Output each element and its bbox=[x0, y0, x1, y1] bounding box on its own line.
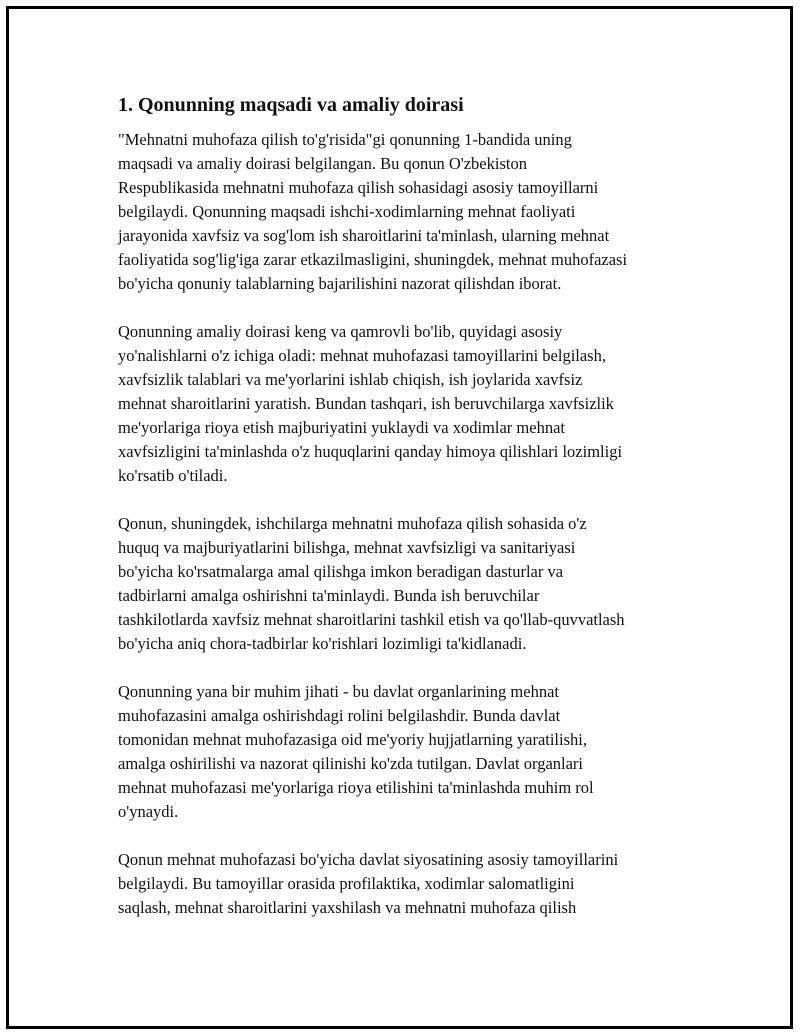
paragraph-3 bbox=[118, 512, 698, 656]
text-line: bo'yicha ko'rsatmalarga amal qilishga imkon beradigan dasturlar va bbox=[118, 562, 564, 581]
text-line: bo'yicha qonuniy talablarning bajarilishini nazorat qilishdan iborat. bbox=[118, 274, 562, 293]
text-line: maqsadi va amaliy doirasi belgilangan. Bu qonun O'zbekiston bbox=[118, 154, 527, 173]
text-line: faoliyatida sog'lig'iga zarar etkazilmasligini, shuningdek, mehnat muhofazasi bbox=[118, 250, 628, 269]
text-line: Qonunning yana bir muhim jihati - bu davlat organlarining mehnat bbox=[118, 682, 559, 701]
text-line: bo'yicha aniq chora-tadbirlar ko'rishlari lozimligi ta'kidlanadi. bbox=[118, 634, 527, 653]
text-line: jarayonida xavfsiz va sog'lom ish sharoitlarini ta'minlash, ularning mehnat bbox=[118, 226, 610, 245]
text-line: mehnat muhofazasi me'yorlariga rioya etilishini ta'minlashda muhim rol bbox=[118, 778, 594, 797]
text-line: xavfsizligini ta'minlashda o'z huquqlarini qanday himoya qilishlari lozimligi bbox=[118, 442, 623, 461]
text-line: Respublikasida mehnatni muhofaza qilish sohasidagi asosiy tamoyillarni bbox=[118, 178, 599, 197]
text-line: tashkilotlarda xavfsiz mehnat sharoitlarini tashkil etish va qo'llab-quvvatlash bbox=[118, 610, 625, 629]
text-line: belgilaydi. Bu tamoyillar orasida profilaktika, xodimlar salomatligini bbox=[118, 874, 575, 893]
text-line: yo'nalishlarni o'z ichiga oladi: mehnat muhofazasi tamoyillarini belgilash, bbox=[118, 346, 606, 365]
section-heading: 1. Qonunning maqsadi va amaliy doirasi bbox=[118, 94, 464, 116]
text-line: tadbirlarni amalga oshirishni ta'minlaydi. Bunda ish beruvchilar bbox=[118, 586, 540, 605]
paragraph-5 bbox=[118, 848, 698, 920]
text-line: xavfsizlik talablari va me'yorlarini ishlab chiqish, ish joylarida xavfsiz bbox=[118, 370, 583, 389]
text-line: belgilaydi. Qonunning maqsadi ishchi-xodimlarning mehnat faoliyati bbox=[118, 202, 576, 221]
text-line: saqlash, mehnat sharoitlarini yaxshilash va mehnatni muhofaza qilish bbox=[118, 898, 577, 917]
text-line: me'yorlariga rioya etish majburiyatini yuklaydi va xodimlar mehnat bbox=[118, 418, 565, 437]
text-line: o'ynaydi. bbox=[118, 802, 179, 821]
text-line: tomonidan mehnat muhofazasiga oid me'yoriy hujjatlarning yaratilishi, bbox=[118, 730, 587, 749]
text-line: Qonunning amaliy doirasi keng va qamrovli bo'lib, quyidagi asosiy bbox=[118, 322, 563, 341]
text-line: ko'rsatib o'tiladi. bbox=[118, 466, 228, 485]
text-line: muhofazasini amalga oshirishdagi rolini belgilashdir. Bunda davlat bbox=[118, 706, 561, 725]
paragraph-1 bbox=[118, 128, 698, 296]
text-line: "Mehnatni muhofaza qilish to'g'risida"gi qonunning 1-bandida uning bbox=[118, 130, 572, 149]
text-line: Qonun, shuningdek, ishchilarga mehnatni muhofaza qilish sohasida o'z bbox=[118, 514, 587, 533]
document-body bbox=[118, 92, 698, 944]
text-line: Qonun mehnat muhofazasi bo'yicha davlat siyosatining asosiy tamoyillarini bbox=[118, 850, 619, 869]
paragraph-2 bbox=[118, 320, 698, 488]
text-line: amalga oshirilishi va nazorat qilinishi ko'zda tutilgan. Davlat organlari bbox=[118, 754, 584, 773]
paragraph-4 bbox=[118, 680, 698, 824]
text-line: huquq va majburiyatlarini bilishga, mehnat xavfsizligi va sanitariyasi bbox=[118, 538, 576, 557]
text-line: mehnat sharoitlarini yaratish. Bundan tashqari, ish beruvchilarga xavfsizlik bbox=[118, 394, 614, 413]
